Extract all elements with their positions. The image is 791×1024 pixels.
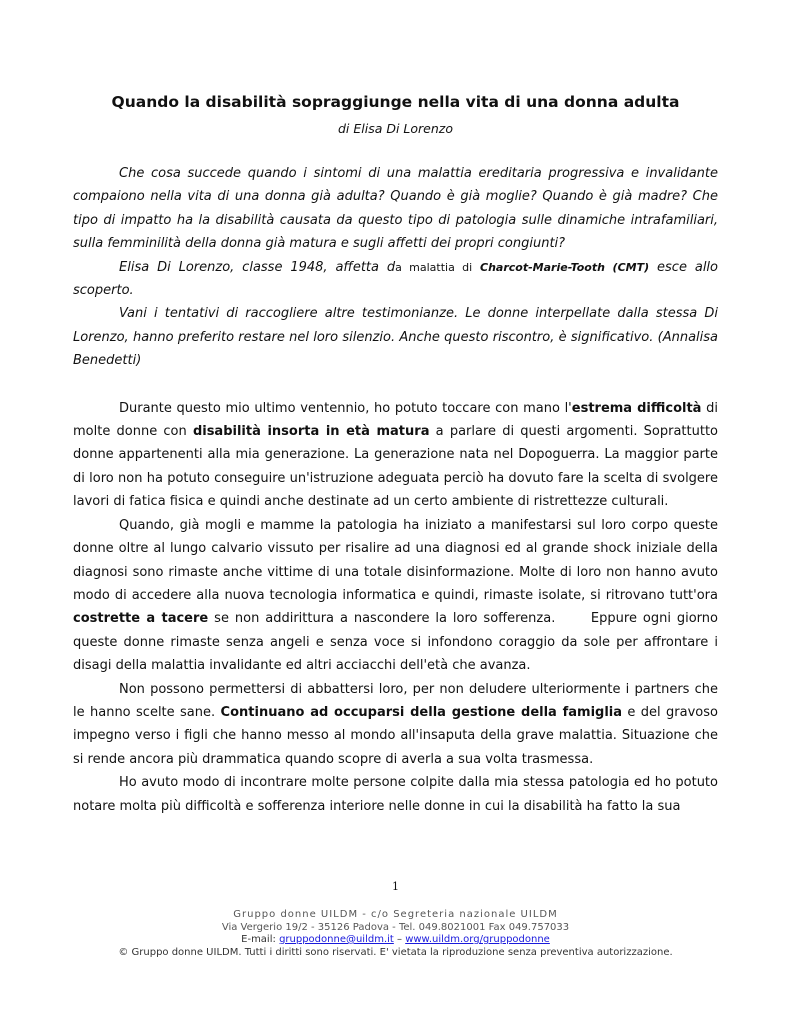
- page-number: 1: [392, 880, 399, 893]
- disease-name: Charcot-Marie-Tooth (CMT): [480, 260, 650, 274]
- intro-text: esce allo scoperto.: [73, 259, 718, 299]
- highlight-text: estrema difficoltà: [571, 400, 702, 416]
- body-text: Durante questo mio ultimo ventennio, ho potuto toccare con mano l': [119, 400, 572, 416]
- body-paragraph-1: [73, 397, 718, 514]
- page-footer: [0, 909, 791, 959]
- intro-paragraph-1: Che cosa succede quando i sintomi di una malattia ereditaria progressiva e invalidante compaiono nella vita di una donna già adulta? Quando è già moglie? Quando è già madre? Che tipo di impatto ha la disabilità causata da questo tipo di patologia sulle dinamiche intrafamiliari, sulla femminilità della donna già matura e sugli affetti dei propri congiunti?: [73, 166, 718, 252]
- body-text: Quando, già mogli e mamme la patologia ha iniziato a manifestarsi sul loro corpo queste donne oltre al lungo calvario vissuto per risalire ad una diagnosi ed al grande shock iniziale della diagnosi sono rimaste anche vittime di una totale disinformazione. Molte di loro non hanno avuto modo di accedere alla nuova tecnologia informatica e quindi, rimaste isolate, si ritrovano tutt'ora: [73, 517, 718, 603]
- intro-text-small: a malattia di: [395, 260, 473, 274]
- footer-address: Via Vergerio 19/2 - 35126 Padova - Tel. 049.8021001 Fax 049.757033: [221, 921, 570, 933]
- body-paragraph-2: [73, 514, 723, 678]
- footer-separator: –: [397, 934, 403, 945]
- intro-paragraph-3: Vani i tentativi di raccogliere altre testimonianze. Le donne interpellate dalla stessa Di Lorenzo, hanno preferito restare nel loro silenzio. Anche questo riscontro, è significativo. (Annalisa Benedetti): [73, 306, 718, 369]
- body-paragraph-4: Ho avuto modo di incontrare molte persone colpite dalla mia stessa patologia ed ho potuto notare molta più difficoltà e sofferenza interiore nelle donne in cui la disabilità ha fatto la sua: [73, 775, 718, 814]
- highlight-text: costrette a tacere: [73, 611, 209, 627]
- body-text: se non addirittura a nascondere la loro sofferenza. Eppure ogni giorno queste donne rimaste senza angeli e senza voce si infondono coraggio da sole per affrontare i disagi della malattia invalidante ed altri acciacchi dell'età che avanza.: [73, 611, 723, 674]
- footer-contacts: [0, 934, 791, 947]
- body-text: a parlare di questi argomenti. Soprattutto donne appartenenti alla mia generazione. La generazione nata nel Dopoguerra. La maggior parte di loro non ha potuto conseguire un'istruzione adeguata perciò ha dovuto fare la scelta di svolgere lavori di fatica fisica e quindi anche destinate ad un certo ambiente di ristrettezze culturali.: [73, 424, 718, 510]
- body-text: Non possono permettersi di abbattersi loro, per non deludere ulteriormente i partners che le hanno scelte sane.: [73, 681, 718, 720]
- body-text: di molte donne con: [73, 400, 718, 440]
- intro-paragraph-2: [73, 256, 718, 303]
- intro-section: [73, 162, 718, 373]
- author-byline: di Elisa Di Lorenzo: [337, 121, 453, 136]
- document-body: [73, 162, 723, 818]
- intro-text: Elisa Di Lorenzo, classe 1948, affetta d: [119, 259, 396, 275]
- highlight-text: Continuano ad occuparsi della gestione della famiglia: [220, 704, 623, 720]
- email-label: E-mail:: [241, 934, 276, 945]
- document-title: Quando la disabilità sopraggiunge nella vita di una donna adulta: [111, 93, 680, 111]
- highlight-text: disabilità insorta in età matura: [192, 424, 430, 440]
- body-text: e del gravoso impegno verso i figli che hanno messo al mondo all'insaputa della grave malattia. Situazione che si rende ancora più drammatica quando scopre di averla a sua volta trasmessa.: [73, 704, 718, 767]
- footer-copyright: © Gruppo donne UILDM. Tutti i diritti sono riservati. E' vietata la riproduzione senza preventiva autorizzazione.: [118, 946, 673, 958]
- footer-organization: Gruppo donne UILDM - c/o Segreteria nazionale UILDM: [233, 909, 558, 920]
- body-paragraph-3: [73, 678, 718, 772]
- website-link[interactable]: www.uildm.org/gruppodonne: [405, 934, 550, 945]
- email-link[interactable]: gruppodonne@uildm.it: [279, 934, 394, 945]
